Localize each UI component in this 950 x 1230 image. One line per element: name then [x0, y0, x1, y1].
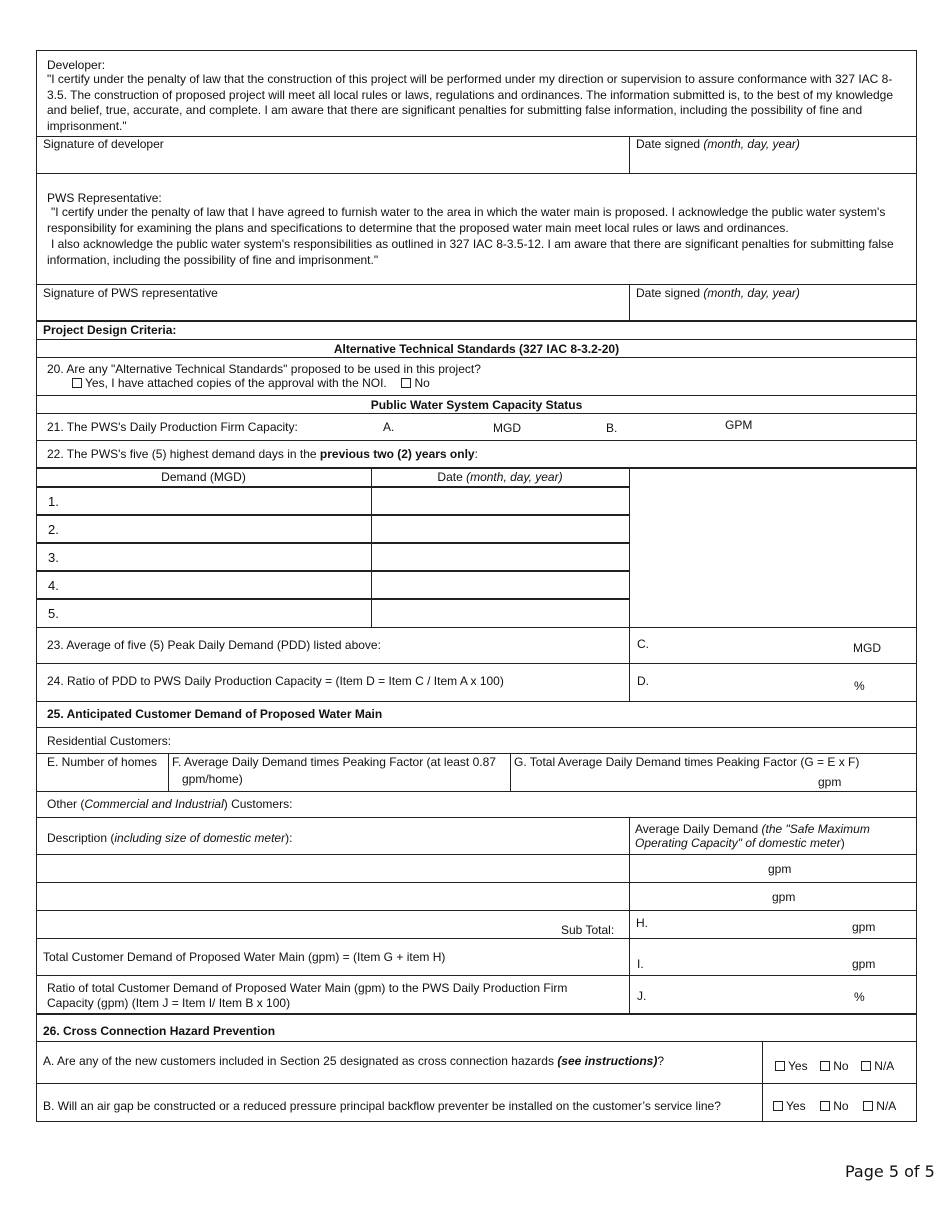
other-demand-field-2[interactable]: gpm — [772, 890, 796, 904]
f-demand-label-1: F. Average Daily Demand times Peaking Factor (at least 0.87 — [172, 755, 496, 769]
q24-d-label: D. — [637, 674, 649, 688]
h-label: H. — [636, 916, 648, 930]
s26-a-na-checkbox[interactable] — [861, 1061, 871, 1071]
s26-a-yes-checkbox[interactable] — [775, 1061, 785, 1071]
page-number: Page 5 of 5 — [845, 1162, 935, 1181]
q21-a-field[interactable]: MGD — [493, 421, 521, 435]
q20-yes-checkbox[interactable] — [72, 378, 82, 388]
j-label: J. — [637, 989, 647, 1003]
developer-signature-field[interactable]: Signature of developer — [43, 137, 164, 151]
ratio-label-1: Ratio of total Customer Demand of Proposed Water Main (gpm) to the PWS Daily Production Firm — [47, 981, 568, 995]
other-italic: Commercial and Industrial — [84, 797, 224, 811]
other-description-input-2[interactable] — [37, 883, 628, 910]
q20-no-label: No — [414, 376, 430, 390]
s26-b-no-label: No — [833, 1099, 849, 1113]
s26-b-options — [773, 1099, 896, 1114]
q20-options — [72, 376, 430, 391]
s26-heading: 26. Cross Connection Hazard Prevention — [43, 1024, 276, 1038]
pws-statement-2: I also acknowledge the public water system's responsibilities as outlined in 327 IAC 8-3.5-12. I am aware that there are significant penalties for submitting false information, including the possibility of fine and imprisonment." — [47, 237, 894, 267]
other-post: ) Customers: — [223, 797, 293, 811]
date-column-header — [371, 470, 629, 485]
developer-date-label: Date signed — [636, 137, 704, 151]
avg-demand-header-2 — [635, 836, 845, 851]
demand-row-2[interactable]: 2. — [48, 522, 59, 537]
i-field[interactable]: gpm — [852, 957, 876, 971]
subtotal-label: Sub Total: — [561, 923, 615, 937]
q21-a-label: A. — [383, 420, 395, 434]
design-heading: Project Design Criteria: — [43, 323, 177, 337]
developer-date-hint: (month, day, year) — [703, 137, 800, 151]
desc-italic: including size of domestic meter — [114, 831, 286, 845]
demand-row-4[interactable]: 4. — [48, 578, 59, 593]
q20-yes-label: Yes, I have attached copies of the approval with the NOI. — [85, 376, 387, 390]
s26-a-options — [775, 1059, 894, 1074]
g-total-field[interactable]: gpm — [818, 775, 842, 789]
pws-date-label: Date signed — [636, 286, 704, 300]
developer-date-field[interactable] — [636, 137, 800, 152]
residential-label: Residential Customers: — [47, 734, 172, 748]
alt-standards-title: Alternative Technical Standards (327 IAC 8-3.2-20) — [333, 342, 620, 356]
q22-bold: previous two (2) years only — [319, 447, 475, 461]
pws-signature-field[interactable]: Signature of PWS representative — [43, 286, 218, 300]
demand-column-header: Demand (MGD) — [161, 470, 246, 484]
s26-a-no-checkbox[interactable] — [820, 1061, 830, 1071]
capacity-title: Public Water System Capacity Status — [370, 398, 583, 412]
q22-pre: 22. The PWS's five (5) highest demand days in the — [47, 447, 320, 461]
s26-question-a — [43, 1054, 664, 1069]
qa-post: ? — [657, 1054, 665, 1068]
avg-italic-1: (the "Safe Maximum — [761, 822, 870, 836]
s26-b-no-checkbox[interactable] — [820, 1101, 830, 1111]
desc-pre: Description ( — [47, 831, 115, 845]
i-label: I. — [637, 957, 644, 971]
s26-question-b: B. Will an air gap be constructed or a reduced pressure principal backflow preventer be installed on the customer’s service line? — [43, 1099, 721, 1113]
q24-text: 24. Ratio of PDD to PWS Daily Production Capacity = (Item D = Item C / Item A x 100) — [47, 674, 504, 688]
description-header — [47, 831, 292, 846]
demand-row-5[interactable]: 5. — [48, 606, 59, 621]
desc-post: ): — [285, 831, 293, 845]
s26-b-yes-checkbox[interactable] — [773, 1101, 783, 1111]
demand-row-1[interactable]: 1. — [48, 494, 59, 509]
other-customers-label — [47, 797, 292, 812]
q22-post: : — [474, 447, 478, 461]
other-pre: Other ( — [47, 797, 85, 811]
f-demand-label-2: gpm/home) — [182, 772, 243, 786]
q24-d-field[interactable]: % — [854, 679, 865, 693]
developer-statement: "I certify under the penalty of law that the construction of this project will be performed under my direction or supervision to assure conformance with 327 IAC 8-3.5. The construction of proposed project will meet all local rules or laws, regulations and ordinances. The information submitted is, to the best of my knowledge and belief, true, accurate, and complete. I am aware that there are significant penalties for submitting false information, including the possibility of fine and imprisonment." — [47, 72, 893, 133]
avg-demand-header — [635, 822, 870, 837]
g-total-label: G. Total Average Daily Demand times Peaking Factor (G = E x F) — [514, 755, 860, 769]
avg-italic-2: Operating Capacity" of domestic meter — [635, 836, 841, 850]
s26-b-na-checkbox[interactable] — [863, 1101, 873, 1111]
s26-a-yes-label: Yes — [788, 1059, 808, 1073]
j-field[interactable]: % — [854, 990, 865, 1004]
q23-c-label: C. — [637, 637, 649, 651]
pws-statement-1: "I certify under the penalty of law that I have agreed to furnish water to the area in which the water main is proposed. I acknowledge the public water system's responsibility for examining the plans and specifications to determine that the proposed water main meet local rules or laws and ordinances. — [47, 205, 886, 235]
s26-b-na-label: N/A — [876, 1099, 897, 1113]
s26-b-yes-label: Yes — [786, 1099, 806, 1113]
other-demand-field-1[interactable]: gpm — [768, 862, 792, 876]
s25-heading: 25. Anticipated Customer Demand of Proposed Water Main — [47, 707, 383, 721]
other-description-input-1[interactable] — [37, 855, 628, 882]
q20-text: 20. Are any "Alternative Technical Standards" proposed to be used in this project? — [47, 362, 481, 376]
e-homes-field[interactable]: E. Number of homes — [47, 755, 158, 769]
pws-heading: PWS Representative: — [47, 191, 162, 205]
demand-row-3[interactable]: 3. — [48, 550, 59, 565]
q23-text: 23. Average of five (5) Peak Daily Demand (PDD) listed above: — [47, 638, 381, 652]
q21-text: 21. The PWS's Daily Production Firm Capacity: — [47, 420, 298, 434]
date-header-label: Date — [437, 470, 467, 484]
s26-a-no-label: No — [833, 1059, 849, 1073]
qa-bold: (see instructions) — [557, 1054, 658, 1068]
ratio-label-2: Capacity (gpm) (Item J = Item I/ Item B x 100) — [47, 996, 291, 1010]
q21-b-label: B. — [606, 421, 618, 435]
q21-b-field[interactable]: GPM — [725, 418, 753, 432]
qa-pre: A. Are any of the new customers included in Section 25 designated as cross connection hazards — [43, 1054, 558, 1068]
pws-date-field[interactable] — [636, 286, 800, 301]
q22-text — [47, 447, 478, 462]
avg-pre: Average Daily Demand — [635, 822, 762, 836]
h-field[interactable]: gpm — [852, 920, 876, 934]
s26-a-na-label: N/A — [874, 1059, 895, 1073]
total-demand-label: Total Customer Demand of Proposed Water Main (gpm) = (Item G + item H) — [43, 950, 446, 964]
date-header-hint: (month, day, year) — [466, 470, 563, 484]
developer-heading: Developer: — [47, 58, 106, 72]
avg-post: ) — [840, 836, 845, 850]
q23-c-field[interactable]: MGD — [853, 641, 881, 655]
q20-no-checkbox[interactable] — [401, 378, 411, 388]
pws-date-hint: (month, day, year) — [703, 286, 800, 300]
